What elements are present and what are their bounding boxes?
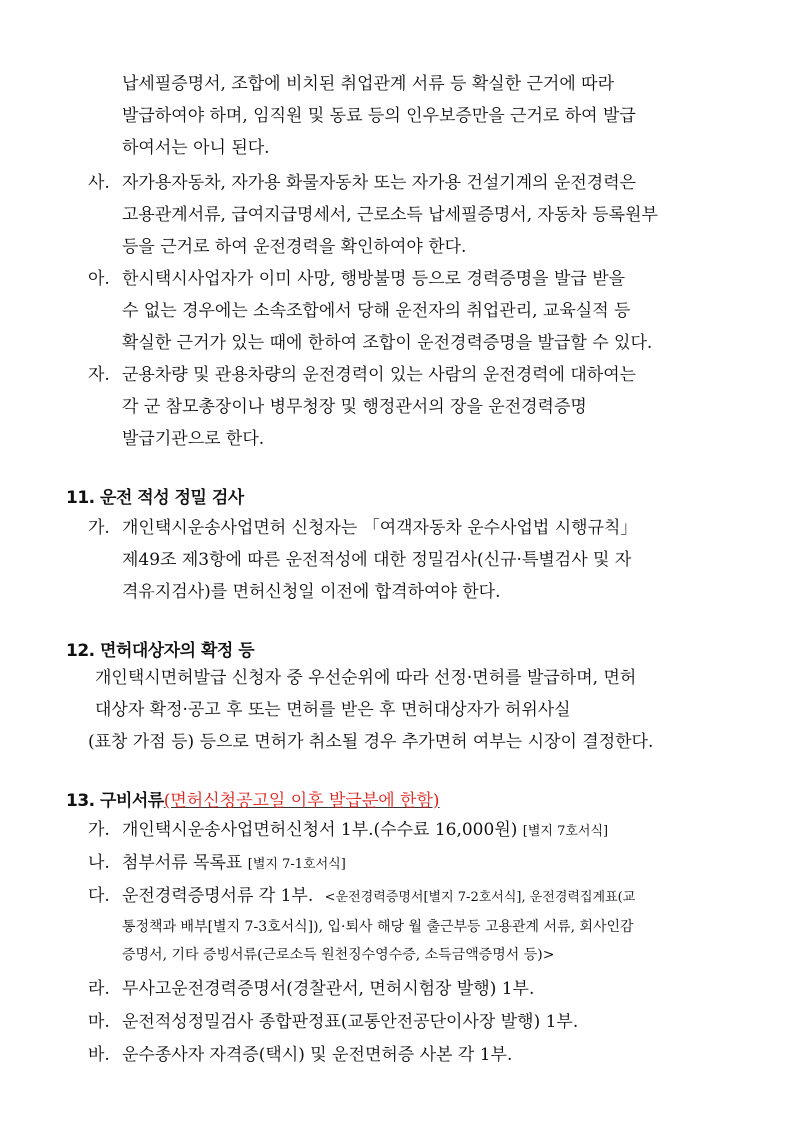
item-marker: 가. [88, 518, 110, 538]
form-reference: [별지 7-1호서식] [247, 857, 346, 872]
item-line: 한시택시사업자가 이미 사망, 행방불명 등으로 경력증명을 발급 받을 [122, 269, 626, 289]
item-line: 등을 근거로 하여 운전경력을 확인하여야 한다. [122, 237, 467, 257]
doc-item: 무사고운전경력증명서(경찰관서, 면허시험장 발행) 1부. [122, 979, 535, 999]
continuation-line: 하여서는 아니 된다. [122, 138, 270, 158]
section-12-heading: 12. 면허대상자의 확정 등 [66, 641, 255, 661]
item-line: 확실한 근거가 있는 때에 한하여 조합이 운전경력증명을 발급할 수 있다. [122, 333, 653, 353]
item-marker: 마. [88, 1012, 110, 1032]
section-11-heading: 11. 운전 적성 정밀 검사 [66, 488, 244, 508]
item-line: 수 없는 경우에는 소속조합에서 당해 운전자의 취업관리, 교육실적 등 [122, 301, 631, 321]
item-marker: 바. [88, 1045, 110, 1065]
item-line: 발급기관으로 한다. [122, 429, 265, 449]
item-line: 각 군 참모총장이나 병무청장 및 행정관서의 장을 운전경력증명 [122, 397, 587, 417]
item-line: 개인택시운송사업면허 신청자는 「여객자동차 운수사업법 시행규칙」 [122, 518, 638, 538]
doc-item-detail: <운전경력증명서[별지 7-2호서식], 운전경력집계표(교 [324, 890, 636, 905]
item-line: 자가용자동차, 자가용 화물자동차 또는 자가용 건설기계의 운전경력은 [122, 173, 637, 193]
continuation-line: 납세필증명서, 조합에 비치된 취업관계 서류 등 확실한 근거에 따라 [122, 74, 615, 94]
form-reference: [별지 7호서식] [522, 824, 609, 839]
item-line: 격유지검사)를 면허신청일 이전에 합격하여야 한다. [122, 582, 501, 602]
section-13-heading [66, 786, 440, 811]
item-line: 고용관계서류, 급여지급명세서, 근로소득 납세필증명서, 자동차 등록원부 [122, 205, 658, 225]
item-marker: 자. [88, 365, 110, 385]
item-marker: 사. [88, 173, 110, 193]
item-marker: 아. [88, 269, 110, 289]
doc-item: 운수종사자 자격증(택시) 및 운전면허증 사본 각 1부. [122, 1045, 513, 1065]
item-marker: 나. [88, 853, 110, 873]
paragraph-line: (표창 가점 등) 등으로 면허가 취소될 경우 추가면허 여부는 시장이 결정한다. [88, 732, 654, 752]
doc-item: 운전경력증명서류 각 1부. <운전경력증명서[별지 7-2호서식], 운전경력집계표(교 [122, 886, 636, 906]
section-13-title: 13. 구비서류 [66, 791, 164, 811]
paragraph-line: 대상자 확정·공고 후 또는 면허를 받은 후 면허대상자가 허위사실 [95, 700, 571, 720]
doc-item-detail: 통정책과 배부[별지 7-3호서식]), 입·퇴사 해당 월 출근부등 고용관계 서류, 회사인감 [122, 919, 634, 935]
item-line: 제49조 제3항에 따른 운전적성에 대한 정밀검사(신규·특별검사 및 자 [122, 550, 632, 570]
doc-item-detail: 증명서, 기타 증빙서류(근로소득 원천징수영수증, 소득금액증명서 등)> [122, 947, 555, 963]
paragraph-line: 개인택시면허발급 신청자 중 우선순위에 따라 선정·면허를 발급하며, 면허 [95, 668, 637, 688]
item-marker: 라. [88, 979, 110, 999]
doc-item: 첨부서류 목록표 [별지 7-1호서식] [122, 853, 346, 873]
section-13-note: (면허신청공고일 이후 발급분에 한함) [163, 791, 440, 811]
item-marker: 다. [88, 886, 110, 906]
item-line: 군용차량 및 관용차량의 운전경력이 있는 사람의 운전경력에 대하여는 [122, 365, 637, 385]
doc-item: 개인택시운송사업면허신청서 1부.(수수료 16,000원) [별지 7호서식] [122, 820, 609, 840]
doc-item: 운전적성정밀검사 종합판정표(교통안전공단이사장 발행) 1부. [122, 1012, 579, 1032]
item-marker: 가. [88, 820, 110, 840]
continuation-line: 발급하여야 하며, 임직원 및 동료 등의 인우보증만을 근거로 하여 발급 [122, 106, 636, 126]
